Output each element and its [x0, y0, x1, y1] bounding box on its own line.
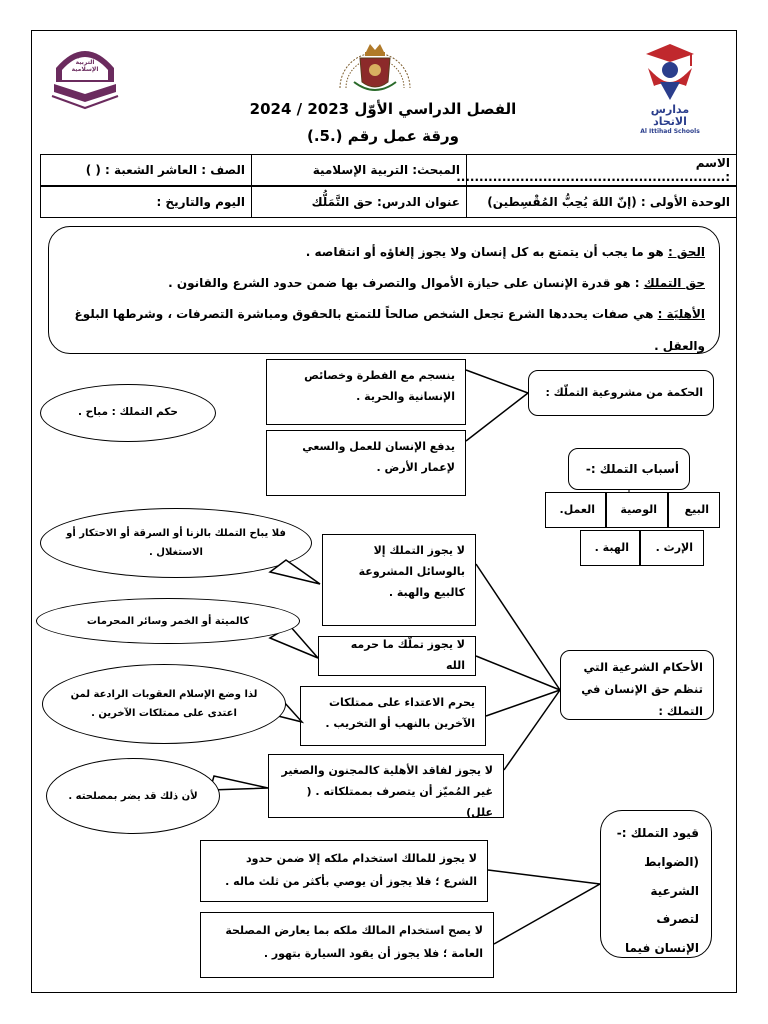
ruling-oval: حكم التملك : مباح .	[40, 384, 216, 442]
date-cell[interactable]: اليوم والتاريخ :	[40, 186, 252, 218]
definition-capacity: الأهليَة : هي صفات يحددها الشرع تجعل الشخص صالحاً للتمتع بالحقوق ومباشرة التصرفات ، وشرطها البلوغ والعقل .	[74, 307, 705, 353]
definition-ownership-right: حق التملك : هو قدرة الإنسان على حيازة الأموال والتصرف بها ضمن حدود الشرع والقانون .	[168, 276, 705, 291]
restriction-item-2: لا يصح استخدام المالك ملكه بما يعارض المصلحة العامة ؛ فلا يجوز أن يقود السيارة بتهور .	[200, 912, 494, 978]
wisdom-item-2: يدفع الإنسان للعمل والسعي لإعمار الأرض .	[266, 430, 466, 496]
department-logo-text: قسم التربية الإسلامية	[71, 52, 99, 74]
cause-will: الوصية	[606, 492, 668, 528]
wisdom-item-1: ينسجم مع الفطرة وخصائص الإنسانية والحرية .	[266, 359, 466, 425]
school-logo-label: مدارس الاتحاد	[650, 103, 690, 129]
name-field[interactable]: الاسم :...........................................................	[466, 154, 737, 186]
semester-title: الفصل الدراسي الأوّل 2023 / 2024	[249, 100, 517, 118]
rule-forbidden: لا يجوز تملّك ما حرمه الله	[318, 636, 476, 676]
bubble-lawful-means: فلا يباح التملك بالزنا أو السرقة أو الاحتكار أو الاستغلال .	[40, 508, 312, 578]
cause-inheritance: الإرث .	[640, 530, 704, 566]
lesson-cell: عنوان الدرس: حق التَّمَلُّك	[251, 186, 467, 218]
restriction-item-1: لا يجوز للمالك استخدام ملكه إلا ضمن حدود الشرع ؛ فلا يجوز أن يوصي بأكثر من ثلث ماله .	[200, 840, 488, 902]
wisdom-title-box: الحكمة من مشروعية التملّك :	[528, 370, 714, 416]
rule-lawful-means: لا يجوز التملك إلا بالوسائل المشروعة كالبيع والهبة .	[322, 534, 476, 626]
bubble-harm: لأن ذلك قد يضر بمصلحته .	[46, 758, 220, 834]
school-logo-sublabel: Al Ittihad Schools	[640, 128, 700, 136]
restrictions-title-box: قيود التملك :- (الضوابط الشرعية لتصرف الإنسان فيما	[600, 810, 712, 958]
grade-cell: الصف : العاشر الشعبة : ( )	[40, 154, 252, 186]
causes-title-box: أسباب التملك :-	[568, 448, 690, 490]
rule-incapacity: لا يجوز لفاقد الأهلية كالمجنون والصغير غير المُميّز أن يتصرف بممتلكاته . ( علل)	[268, 754, 504, 818]
worksheet-title: ورقة عمل رقم (.5.)	[306, 127, 459, 145]
cause-gift: الهبة .	[580, 530, 640, 566]
subject-cell: المبحث: التربية الإسلامية	[251, 154, 467, 186]
rules-title-box: الأحكام الشرعية التي تنظم حق الإنسان في التملك :	[560, 650, 714, 720]
bubble-forbidden: كالميتة أو الخمر وسائر المحرمات	[36, 598, 300, 644]
cause-sale: البيع	[668, 492, 720, 528]
bubble-punishment: لذا وضع الإسلام العقوبات الرادعة لمن اعتدى على ممتلكات الآخرين .	[42, 664, 286, 744]
cause-work: العمل.	[545, 492, 606, 528]
definition-right: الحق : هو ما يجب أن يتمتع به كل إنسان ولا يجوز إلغاؤه أو انتقاصه .	[305, 245, 705, 259]
rule-no-aggression: يحرم الاعتداء على ممتلكات الآخرين بالنهب أو التخريب .	[300, 686, 486, 746]
unit-cell: الوحدة الأولى : (إنّ اللهَ يُحِبُّ المُقْسِطين)	[466, 186, 737, 218]
